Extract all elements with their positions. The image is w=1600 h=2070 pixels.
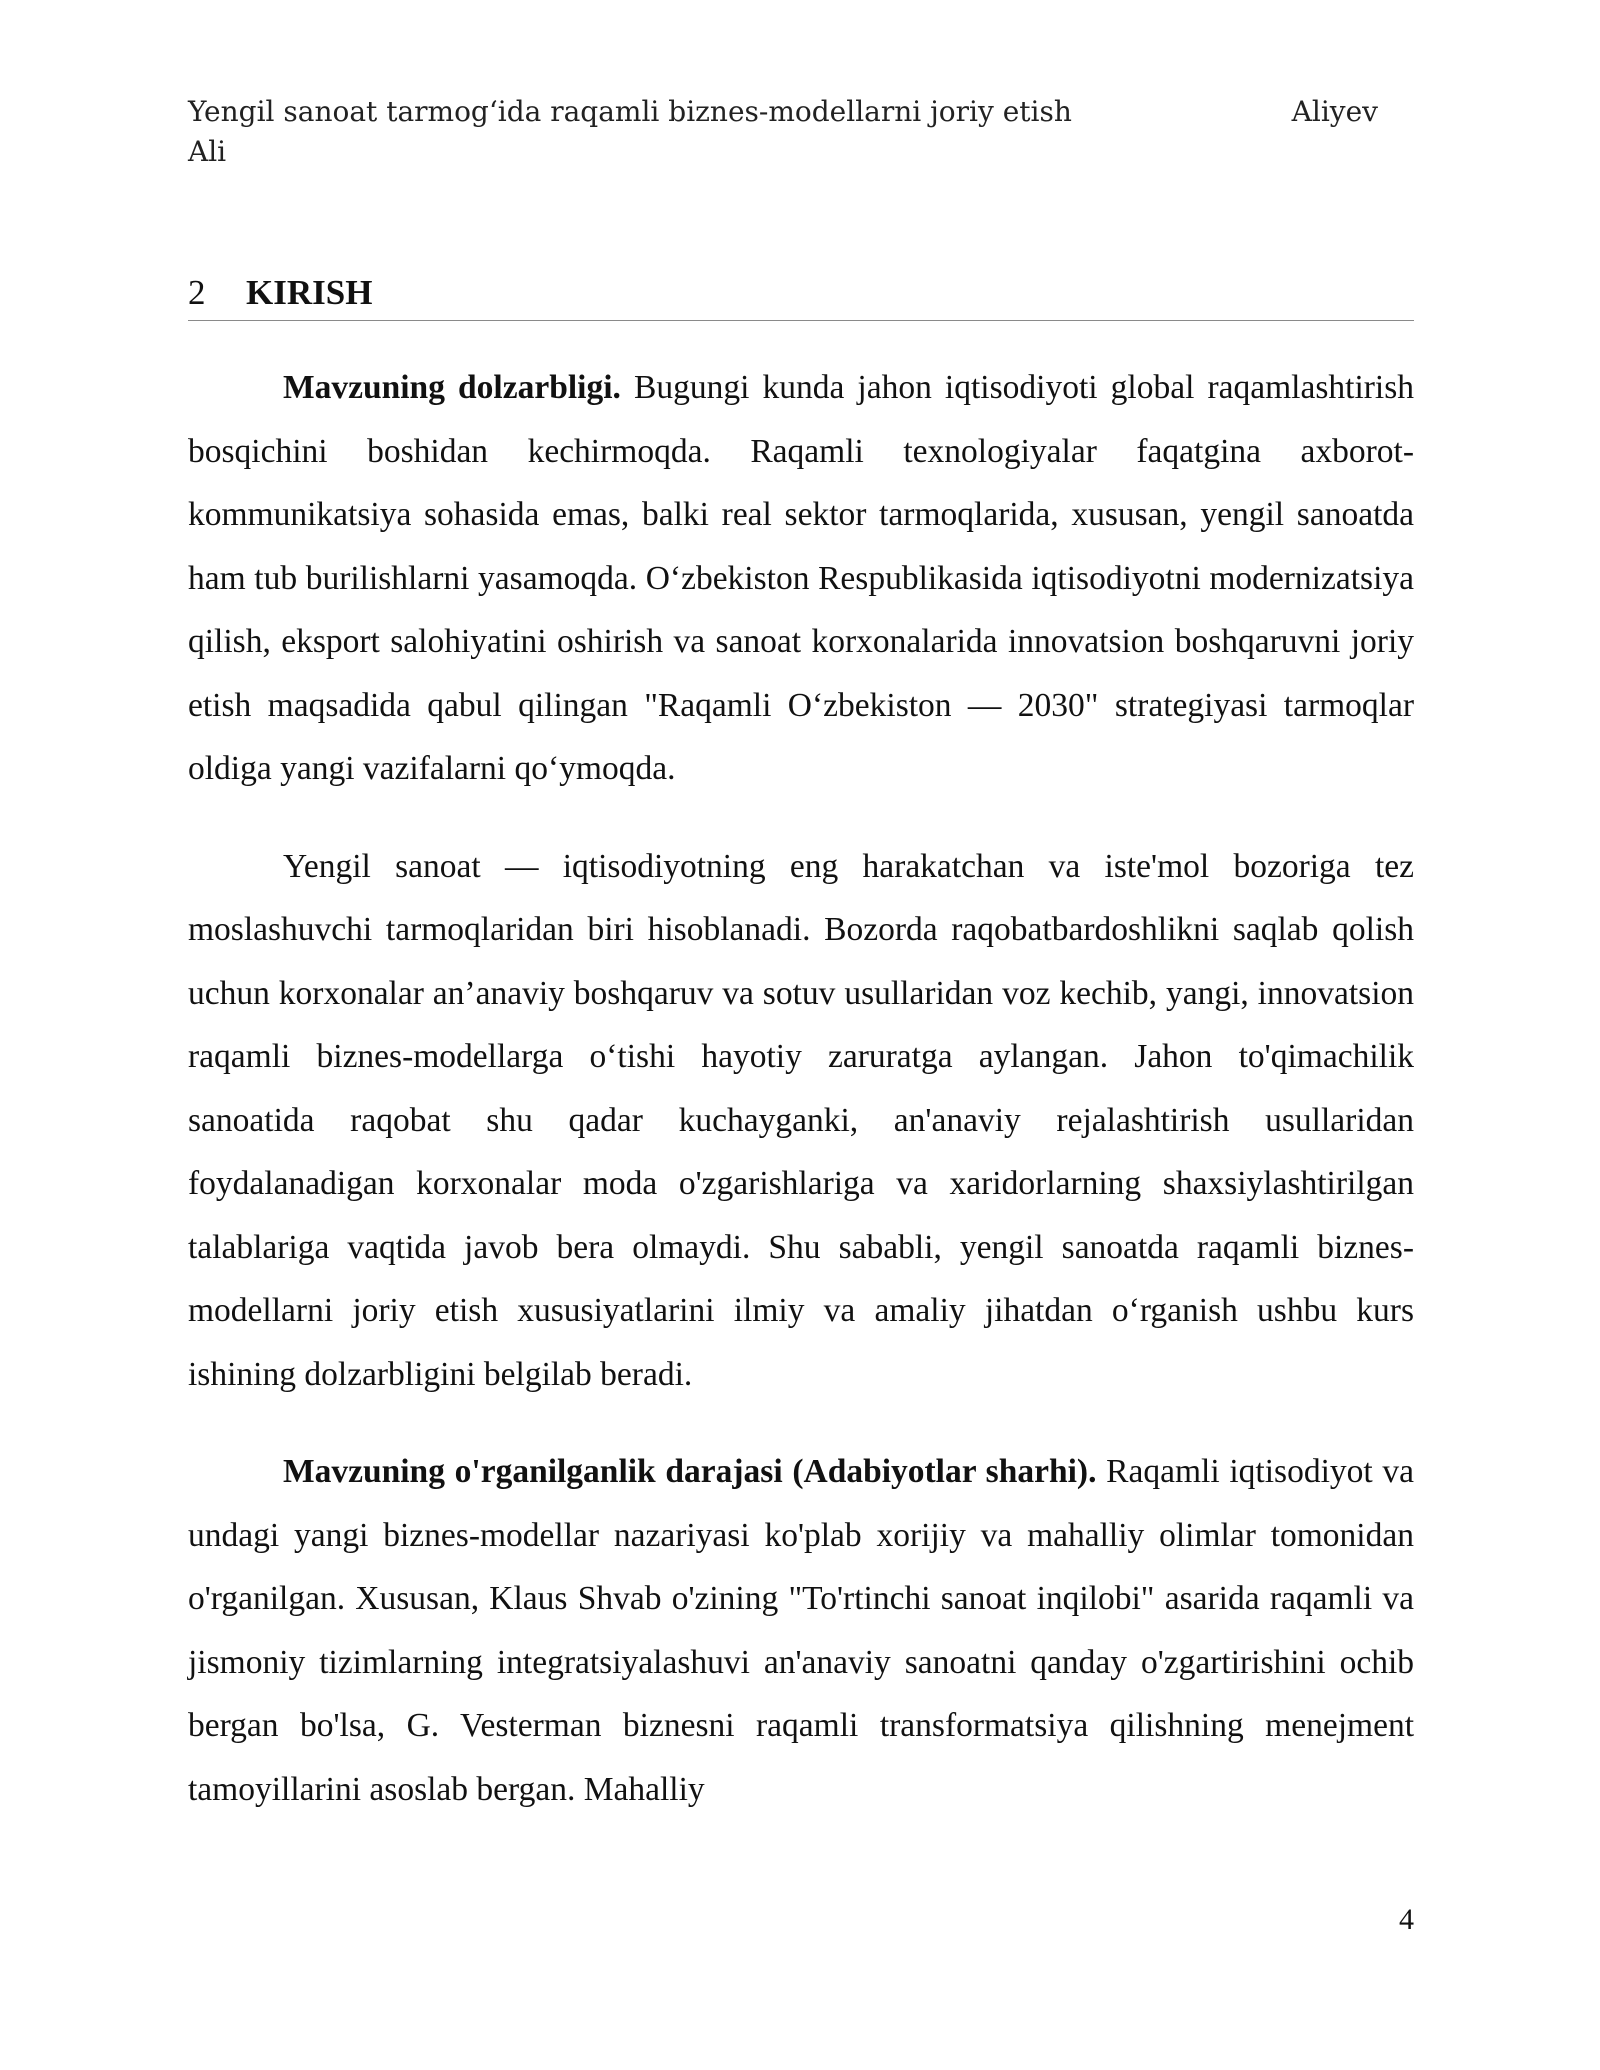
chapter-heading: [188, 272, 1414, 321]
paragraph-relevance: [188, 356, 1414, 801]
paragraph-text: Raqamli iqtisodiyot va undagi yangi biznes-modellar nazariyasi ko'plab xorijiy va mahalliy olimlar tomonidan o'rganilgan. Xususan, Klaus Shvab o'zining "To'rtinchi sanoat inqilobi" asarida raqamli va jismoniy tizimlarning integratsiyalashuvi an'anaviy sanoatni qanday o'zgartirishini ochib bergan bo'lsa, G. Vesterman biznesni raqamli transformatsiya qilishning menejment tamoyillarini asoslab bergan. Mahalliy: [188, 1453, 1415, 1808]
header-author-surname: Aliyev: [1291, 95, 1378, 128]
paragraph-text: Bugungi kunda jahon iqtisodiyoti global raqamlashtirish bosqichini boshidan kechirmoqda. Raqamli texnologiyalar faqatgina axborot-kommunikatsiya sohasida emas, balki real sektor tarmoqlarida, xususan, yengil sanoatda ham tub burilishlarni yasamoqda. O‘zbekiston Respublikasida iqtisodiyotni modernizatsiya qilish, eksport salohiyatini oshirish va sanoat korxonalarida innovatsion boshqaruvni joriy etish maqsadida qabul qilingan "Raqamli O‘zbekiston — 2030" strategiyasi tarmoqlar oldiga yangi vazifalarni qo‘ymoqda.: [188, 369, 1415, 787]
paragraph-text: Yengil sanoat — iqtisodiyotning eng harakatchan va iste'mol bozoriga tez moslashuvchi tarmoqlaridan biri hisoblanadi. Bozorda raqobatbardoshlikni saqlab qolish uchun korxonalar an’anaviy boshqaruv va sotuv usullaridan voz kechib, yangi, innovatsion raqamli biznes-modellarga o‘tishi hayotiy zaruratga aylangan. Jahon to'qimachilik sanoatida raqobat shu qadar kuchayganki, an'anaviy rejalashtirish usullaridan foydalanadigan korxonalar moda o'zgarishlariga va xaridorlarning shaxsiylashtirilgan talablariga vaqtida javob bera olmaydi. Shu sababli, yengil sanoatda raqamli biznes-modellarni joriy etish xususiyatlarini ilmiy va amaliy jihatdan o‘rganish ushbu kurs ishining dolzarbligini belgilab beradi.: [188, 847, 1414, 1393]
paragraph-light-industry: [188, 835, 1414, 1407]
paragraph-lead: Mavzuning o'rganilganlik darajasi (Adabiyotlar sharhi).: [283, 1453, 1097, 1490]
paragraph-literature-review: [188, 1440, 1414, 1821]
header-title: Yengil sanoat tarmog‘ida raqamli biznes-modellarni joriy etish: [188, 95, 1072, 128]
chapter-number: 2: [188, 273, 206, 312]
page-number: 4: [1399, 1903, 1414, 1936]
running-header: [188, 92, 1378, 172]
header-author-name: Ali: [188, 135, 227, 168]
body-text: [188, 356, 1414, 1855]
paragraph-lead: Mavzuning dolzarbligi.: [283, 369, 621, 406]
chapter-title: KIRISH: [246, 273, 373, 312]
